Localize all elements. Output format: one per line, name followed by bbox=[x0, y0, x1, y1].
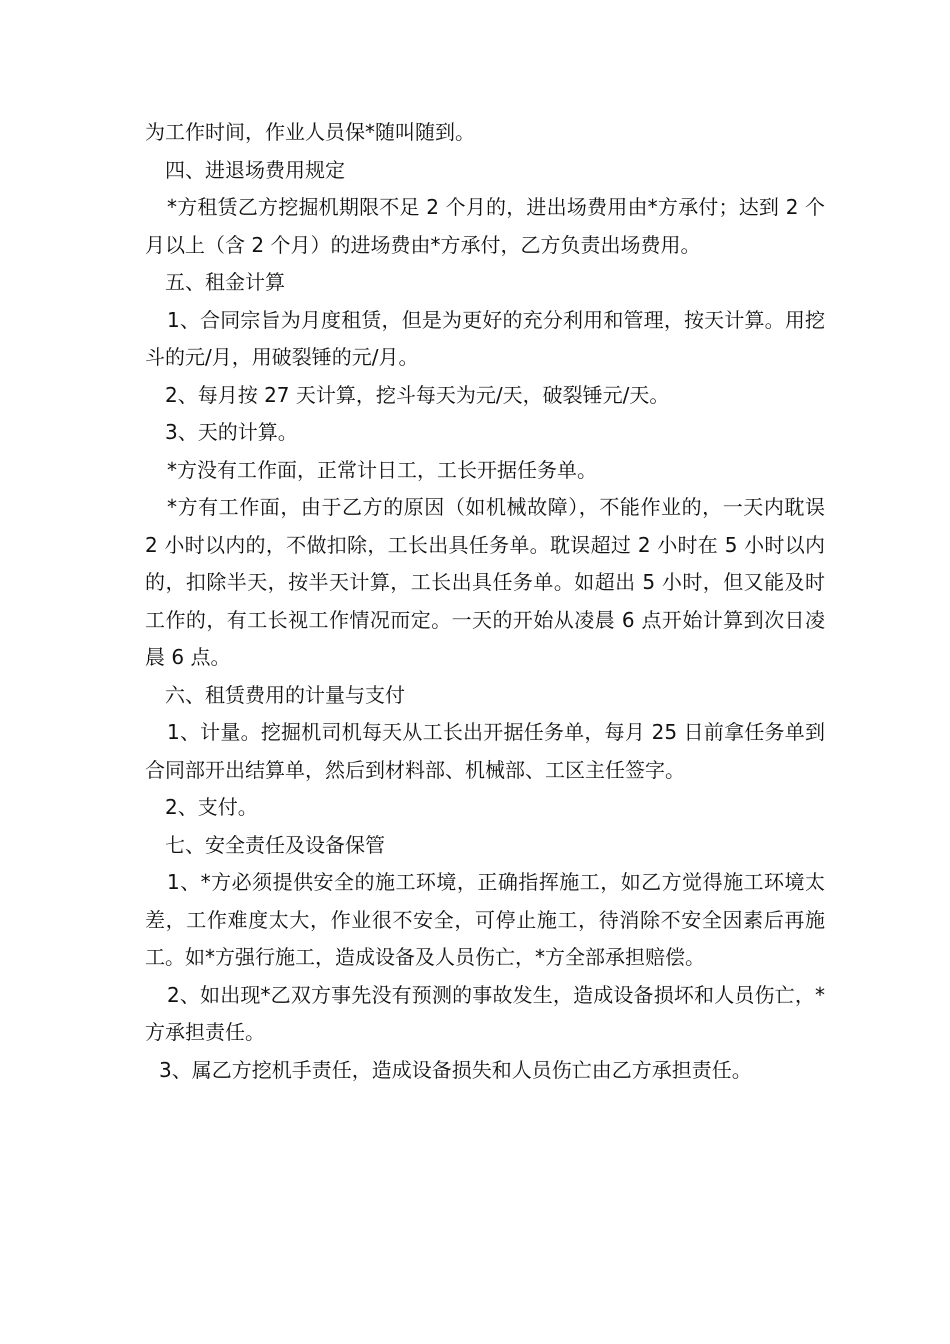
paragraph-safety-item-3: 3、属乙方挖机手责任，造成设备损失和人员伤亡由乙方承担责任。 bbox=[159, 1057, 752, 1082]
section-heading-entry-exit-fees: 四、进退场费用规定 bbox=[165, 157, 345, 182]
paragraph-payment: 2、支付。 bbox=[165, 795, 258, 819]
section-heading-measurement-payment: 六、租赁费用的计量与支付 bbox=[165, 682, 405, 707]
paragraph-entry-exit-fees: *方租赁乙方挖掘机期限不足 2 个月的，进出场费用由*方承付；达到 2 个月以上（含 2 个月）的进场费由*方承付，乙方负责出场费用。 bbox=[145, 195, 825, 257]
section-heading-rent-calculation: 五、租金计算 bbox=[165, 270, 285, 294]
paragraph-rent-item-1: 1、合同宗旨为月度租赁，但是为更好的充分利用和管理，按天计算。用挖斗的元/月，用破裂锤的元/月。 bbox=[145, 307, 825, 369]
paragraph-work-face-delay: *方有工作面，由于乙方的原因（如机械故障），不能作业的，一天内耽误 2 小时以内的，不做扣除，工长出具任务单。耽误超过 2 小时在 5 小时以内的，扣除半天，按半天计算，工长出具任务单。如超出 5 小时，但又能及时工作的，有工长视工作情况而定。一天的开始从凌晨 6 点开始计算到次日凌晨 6 点。 bbox=[145, 495, 825, 669]
paragraph-safety-item-1: 1、*方必须提供安全的施工环境，正确指挥施工，如乙方觉得施工环境太差，工作难度太大，作业很不安全，可停止施工，待消除不安全因素后再施工。如*方强行施工，造成设备及人员伤亡，*方全部承担赔偿。 bbox=[145, 870, 825, 969]
document-body bbox=[145, 114, 825, 1089]
paragraph-no-work-face: *方没有工作面，正常计日工，工长开据任务单。 bbox=[167, 457, 597, 482]
paragraph-safety-item-2: 2、如出现*乙双方事先没有预测的事故发生，造成设备损坏和人员伤亡，*方承担责任。 bbox=[145, 982, 825, 1044]
section-heading-safety-equipment: 七、安全责任及设备保管 bbox=[165, 832, 385, 857]
paragraph-rent-item-2: 2、每月按 27 天计算，挖斗每天为元/天，破裂锤元/天。 bbox=[165, 382, 670, 407]
paragraph-work-time: 为工作时间，作业人员保*随叫随到。 bbox=[145, 120, 475, 144]
paragraph-measurement: 1、计量。挖掘机司机每天从工长出开据任务单，每月 25 日前拿任务单到合同部开出结算单，然后到材料部、机械部、工区主任签字。 bbox=[145, 720, 825, 782]
paragraph-rent-item-3: 3、天的计算。 bbox=[165, 420, 298, 444]
